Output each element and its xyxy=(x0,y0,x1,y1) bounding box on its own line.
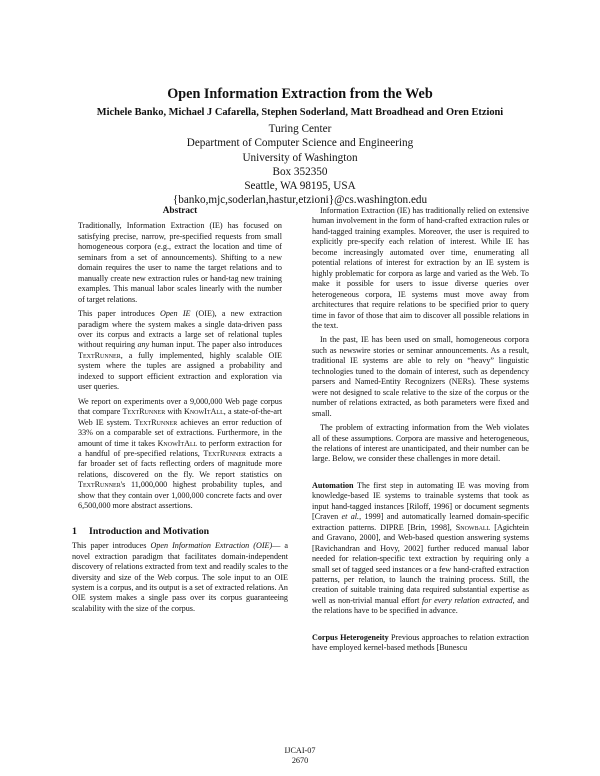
page-footer xyxy=(0,746,600,766)
body-paragraph: In the past, IE has been used on small, homogeneous corpora such as newswire stories or seminar announcements. As a result, traditional IE systems are able to rely on “heavy” linguistic technologies tuned to the domain of interest, such as dependency parsers and Named-Entity Recognizers (NERs). These systems were not designed to scale relative to the size of the corpus or the number of relations extracted, as both parameters were fixed and small. xyxy=(312,335,529,418)
body-paragraph: This paper introduces Open Information Extraction (OIE)— a novel extraction paradigm that facilitates domain-independent discovery of relations extracted from text and readily scales to the diversity and size of the Web corpus. The sole input to an OIE system is a corpus, and its output is a set of extracted relations. An OIE system makes a single pass over its corpus guaranteeing scalability with the size of the corpus. xyxy=(72,541,289,613)
affiliation-line: Department of Computer Science and Engineering xyxy=(186,137,414,150)
left-column xyxy=(72,206,288,618)
abstract-paragraph: This paper introduces Open IE (OIE), a new extraction paradigm where the system makes a single data-driven pass over its corpus and extracts a large set of relational tuples without requiring any human input. The paper also introduces TextRunner, a fully implemented, highly scalable OIE system where the tuples are assigned a probability and indexed to support efficient extraction and exploration via user queries. xyxy=(78,309,282,392)
abstract xyxy=(72,206,288,512)
body-paragraph: Information Extraction (IE) has traditionally relied on extensive human involvement in the form of hand-crafted extraction rules or hand-tagged training examples. Moreover, the user is required to explicitly pre-specify each relation of interest. While IE has become increasingly automated over time, enumerating all potential relations of interest for extraction by an IE system is highly problematic for corpora as large and varied as the Web. To make it possible for users to issue diverse queries over heterogeneous corpora, IE systems must move away from architectures that require relations to be specified prior to query time in favor of those that aim to discover all possible relations in the text. xyxy=(312,206,529,330)
affiliation-line: Seattle, WA 98195, USA xyxy=(244,180,356,193)
affiliation-block xyxy=(0,122,600,208)
affiliation-line: Turing Center xyxy=(268,123,332,135)
right-column xyxy=(312,206,529,658)
paragraph-heading: Automation xyxy=(312,480,354,490)
affiliation-line: University of Washington xyxy=(242,151,358,164)
paper-title: Open Information Extraction from the Web xyxy=(167,86,433,102)
author-list: Michele Banko, Michael J Cafarella, Stephen Soderland, Matt Broadhead and Oren Etzioni xyxy=(96,107,504,118)
section-number: 1 xyxy=(72,525,77,537)
corpus-paragraph: Corpus Heterogeneity Previous approaches to relation extraction have employed kernel-based methods [Bunescu xyxy=(312,632,529,653)
abstract-paragraph: We report on experiments over a 9,000,000 Web page corpus that compare TextRunner with KnowItAll, a state-of-the-art Web IE system. TextRunner achieves an error reduction of 33% on a comparable set of extractions. Furthermore, in the amount of time it takes KnowItAll to perform extraction for a handful of pre-specified relations, TextRunner extracts a far broader set of facts reflecting orders of magnitude more relations, discovered on the fly. We report statistics on TextRunner's 11,000,000 highest probability tuples, and show that they contain over 1,000,000 concrete facts and over 6,500,000 more abstract assertions. xyxy=(78,396,283,511)
abstract-heading: Abstract xyxy=(162,206,198,216)
author-emails: {banko,mjc,soderlan,hastur,etzioni}@cs.washington.edu xyxy=(172,194,428,207)
paragraph-heading: Corpus Heterogeneity xyxy=(312,632,389,642)
affiliation-line: Box 352350 xyxy=(272,165,328,178)
page-number: 2670 xyxy=(291,756,309,765)
automation-paragraph: Automation The first step in automating IE was moving from knowledge-based IE systems to trainable systems that took as input hand-tagged instances [Riloff, 1996] or document segments [Craven et al., 1999] and automatically learned domain-specific extraction patterns. DIPRE [Brin, 1998], Snowball [Agichtein and Gravano, 2000], and Web-based question answering systems [Ravichandran and Hovy, 2002] further reduced manual labor needed for relation-specific text extraction by requiring only a small set of tagged seed instances or a few hand-crafted extraction patterns, per relation, to launch the training process. Still, the creation of suitable training data required substantial expertise as well as non-trivial manual effort for every relation extracted, and the relations have to be specified in advance. xyxy=(312,480,529,616)
venue-label: IJCAI-07 xyxy=(284,746,316,755)
section-heading xyxy=(72,527,288,537)
section-title: Introduction and Motivation xyxy=(89,525,210,537)
abstract-paragraph: Traditionally, Information Extraction (IE) has focused on satisfying precise, narrow, pre-specified requests from small homogeneous corpora (e.g., extract the location and time of seminars from a set of announcements). Shifting to a new domain requires the user to name the target relations and to manually create new extraction rules or hand-tag new training examples. This manual labor scales linearly with the number of target relations. xyxy=(78,221,282,304)
body-paragraph: The problem of extracting information from the Web violates all of these assumptions. Corpora are massive and heterogeneous, the relations of interest are unanticipated, and their number can be large. Below, we consider these challenges in more detail. xyxy=(312,423,529,464)
